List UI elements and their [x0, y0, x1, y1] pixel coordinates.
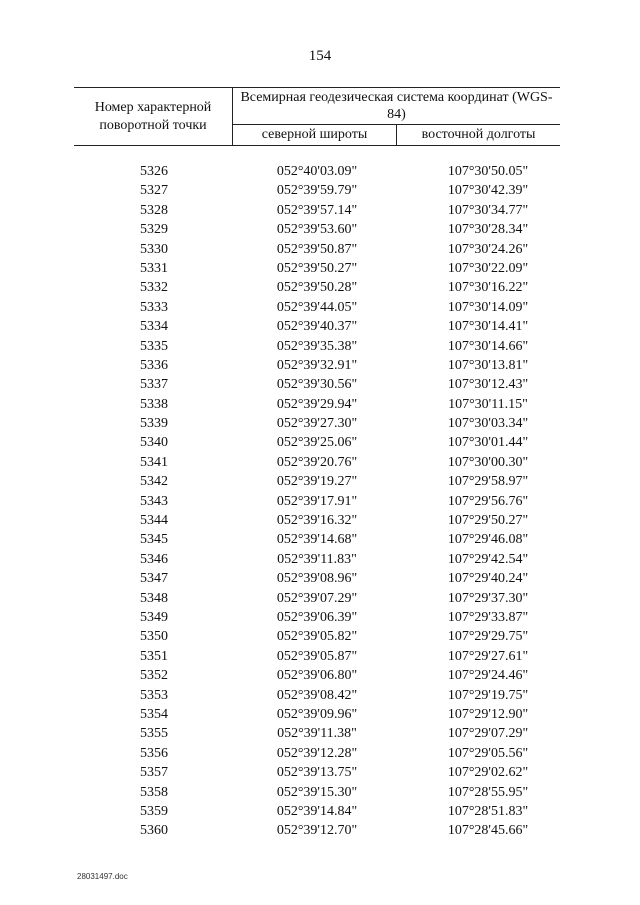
longitude-cell: 107°30'28.34": [447, 222, 529, 238]
table-row: [0, 821, 640, 840]
table-row: [0, 530, 640, 549]
table-row: [0, 414, 640, 433]
table-row: [0, 550, 640, 569]
longitude-cell: 107°29'19.75": [447, 687, 529, 703]
point-number-cell: 5360: [140, 823, 168, 839]
point-number-cell: 5326: [140, 164, 168, 179]
latitude-cell: 052°39'50.28": [276, 280, 358, 296]
longitude-cell: 107°29'24.46": [447, 668, 529, 684]
latitude-cell: 052°39'32.91": [276, 357, 358, 373]
point-number-cell: 5335: [140, 338, 168, 354]
table-header: [74, 87, 560, 146]
table-row: [0, 395, 640, 414]
latitude-cell: 052°40'03.09": [276, 164, 358, 179]
point-number-cell: 5355: [140, 726, 168, 742]
point-number-cell: 5334: [140, 319, 168, 335]
point-number-cell: 5347: [140, 571, 168, 587]
latitude-cell: 052°39'16.32": [276, 513, 358, 529]
longitude-cell: 107°30'12.43": [447, 377, 529, 393]
point-number-cell: 5357: [140, 765, 168, 781]
longitude-cell: 107°29'29.75": [447, 629, 529, 645]
latitude-cell: 052°39'30.56": [276, 377, 358, 393]
header-latitude: северной широты: [233, 125, 397, 145]
latitude-cell: 052°39'05.82": [276, 629, 358, 645]
latitude-cell: 052°39'19.27": [276, 474, 358, 490]
point-number-cell: 5331: [140, 260, 168, 276]
longitude-cell: 107°29'27.61": [447, 648, 529, 664]
longitude-cell: 107°29'58.97": [447, 474, 529, 490]
longitude-cell: 107°28'45.66": [447, 823, 529, 839]
point-number-cell: 5350: [140, 629, 168, 645]
point-number-cell: 5332: [140, 280, 168, 296]
table-row: [0, 356, 640, 375]
longitude-cell: 107°29'50.27": [447, 513, 529, 529]
latitude-cell: 052°39'13.75": [276, 765, 358, 781]
point-number-cell: 5340: [140, 435, 168, 451]
latitude-cell: 052°39'20.76": [276, 454, 358, 470]
longitude-cell: 107°29'56.76": [447, 493, 529, 509]
longitude-cell: 107°28'51.83": [447, 803, 529, 819]
latitude-cell: 052°39'59.79": [276, 183, 358, 199]
longitude-cell: 107°29'37.30": [447, 590, 529, 606]
table-row: [0, 569, 640, 588]
point-number-cell: 5348: [140, 590, 168, 606]
latitude-cell: 052°39'06.80": [276, 668, 358, 684]
longitude-cell: 107°28'55.95": [447, 784, 529, 800]
point-number-cell: 5329: [140, 222, 168, 238]
latitude-cell: 052°39'50.87": [276, 241, 358, 257]
longitude-cell: 107°29'07.29": [447, 726, 529, 742]
point-number-cell: 5339: [140, 416, 168, 432]
longitude-cell: 107°29'42.54": [447, 551, 529, 567]
table-row: [0, 337, 640, 356]
point-number-cell: 5338: [140, 396, 168, 412]
table-row: [0, 705, 640, 724]
latitude-cell: 052°39'25.06": [276, 435, 358, 451]
table-row: [0, 492, 640, 511]
latitude-cell: 052°39'11.38": [277, 726, 357, 742]
longitude-cell: 107°30'22.09": [447, 260, 529, 276]
table-row: [0, 259, 640, 278]
table-row: [0, 608, 640, 627]
latitude-cell: 052°39'06.39": [276, 609, 358, 625]
latitude-cell: 052°39'40.37": [276, 319, 358, 335]
latitude-cell: 052°39'15.30": [276, 784, 358, 800]
page-number: 154: [308, 48, 332, 64]
latitude-cell: 052°39'07.29": [276, 590, 358, 606]
point-number-cell: 5328: [140, 202, 168, 218]
table-row: [0, 472, 640, 491]
point-number-cell: 5333: [140, 299, 168, 315]
table-body: [0, 162, 640, 841]
longitude-cell: 107°30'00.30": [447, 454, 529, 470]
longitude-cell: 107°30'14.66": [447, 338, 529, 354]
latitude-cell: 052°39'08.96": [276, 571, 358, 587]
point-number-cell: 5351: [140, 648, 168, 664]
table-row: [0, 201, 640, 220]
table-row: [0, 511, 640, 530]
longitude-cell: 107°29'02.62": [447, 765, 529, 781]
latitude-cell: 052°39'12.70": [276, 823, 358, 839]
longitude-cell: 107°29'46.08": [447, 532, 529, 548]
table-row: [0, 240, 640, 259]
longitude-cell: 107°29'33.87": [447, 609, 529, 625]
table-row: [0, 453, 640, 472]
table-row: [0, 744, 640, 763]
point-number-cell: 5354: [140, 706, 168, 722]
table-row: [0, 589, 640, 608]
table-row: [0, 647, 640, 666]
point-number-cell: 5344: [140, 513, 168, 529]
point-number-cell: 5352: [140, 668, 168, 684]
table-row: [0, 627, 640, 646]
latitude-cell: 052°39'44.05": [276, 299, 358, 315]
point-number-cell: 5341: [140, 454, 168, 470]
longitude-cell: 107°30'34.77": [447, 202, 529, 218]
latitude-cell: 052°39'53.60": [276, 222, 358, 238]
point-number-cell: 5349: [140, 609, 168, 625]
point-number-cell: 5356: [140, 745, 168, 761]
longitude-cell: 107°30'14.41": [447, 319, 529, 335]
longitude-cell: 107°30'01.44": [447, 435, 529, 451]
file-name: 28031497.doc: [77, 872, 128, 881]
longitude-cell: 107°30'14.09": [447, 299, 529, 315]
longitude-cell: 107°30'16.22": [447, 280, 529, 296]
table-row: [0, 783, 640, 802]
latitude-cell: 052°39'17.91": [276, 493, 358, 509]
latitude-cell: 052°39'14.84": [276, 803, 358, 819]
longitude-cell: 107°29'05.56": [447, 745, 529, 761]
longitude-cell: 107°30'13.81": [447, 357, 529, 373]
point-number-cell: 5358: [140, 784, 168, 800]
longitude-cell: 107°30'24.26": [447, 241, 529, 257]
latitude-cell: 052°39'29.94": [276, 396, 358, 412]
point-number-cell: 5342: [140, 474, 168, 490]
table-row: [0, 802, 640, 821]
table-row: [0, 433, 640, 452]
table-row: [0, 162, 640, 181]
latitude-cell: 052°39'27.30": [276, 416, 358, 432]
point-number-cell: 5327: [140, 183, 168, 199]
longitude-cell: 107°30'03.34": [447, 416, 529, 432]
longitude-cell: 107°29'12.90": [447, 706, 529, 722]
table-row: [0, 317, 640, 336]
longitude-cell: 107°30'42.39": [447, 183, 529, 199]
latitude-cell: 052°39'11.83": [277, 551, 357, 567]
header-longitude: восточной долготы: [421, 127, 536, 142]
latitude-cell: 052°39'35.38": [276, 338, 358, 354]
latitude-cell: 052°39'05.87": [276, 648, 358, 664]
latitude-cell: 052°39'14.68": [276, 532, 358, 548]
latitude-cell: 052°39'09.96": [276, 706, 358, 722]
point-number-cell: 5359: [140, 803, 168, 819]
table-row: [0, 686, 640, 705]
header-point-number: Номер характерной поворотной точки: [74, 88, 233, 145]
table-row: [0, 666, 640, 685]
point-number-cell: 5330: [140, 241, 168, 257]
latitude-cell: 052°39'12.28": [276, 745, 358, 761]
table-row: [0, 763, 640, 782]
point-number-cell: 5337: [140, 377, 168, 393]
latitude-cell: 052°39'57.14": [276, 202, 358, 218]
longitude-cell: 107°30'50.05": [447, 164, 529, 179]
table-row: [0, 724, 640, 743]
table-row: [0, 375, 640, 394]
table-row: [0, 181, 640, 200]
header-coordinate-system: Всемирная геодезическая система координат (WGS-84): [233, 88, 560, 125]
point-number-cell: 5336: [140, 357, 168, 373]
point-number-cell: 5345: [140, 532, 168, 548]
table-row: [0, 278, 640, 297]
table-row: [0, 220, 640, 239]
point-number-cell: 5353: [140, 687, 168, 703]
longitude-cell: 107°29'40.24": [447, 571, 529, 587]
point-number-cell: 5346: [140, 551, 168, 567]
latitude-cell: 052°39'08.42": [276, 687, 358, 703]
table-row: [0, 298, 640, 317]
longitude-cell: 107°30'11.15": [448, 396, 528, 412]
latitude-cell: 052°39'50.27": [276, 260, 358, 276]
point-number-cell: 5343: [140, 493, 168, 509]
